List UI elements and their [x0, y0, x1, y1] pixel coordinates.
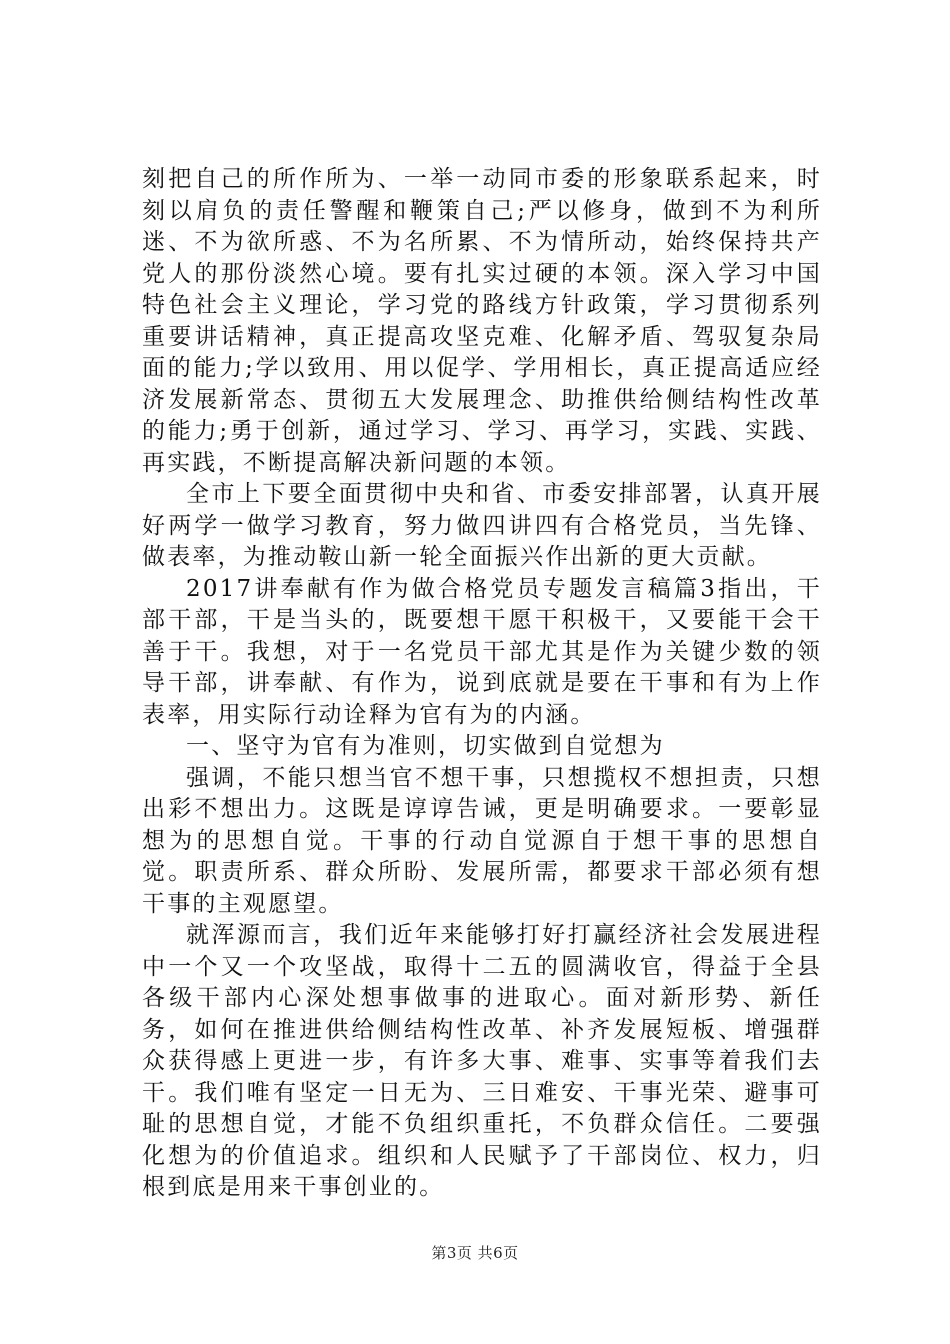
document-body [142, 164, 822, 1204]
paragraph-continuation: 刻把自己的所作所为、一举一动同市委的形象联系起来，时刻以肩负的责任警醒和鞭策自己;严以修身，做到不为利所迷、不为欲所惑、不为名所累、不为情所动，始终保持共产党人的那份淡然心境。要有扎实过硬的本领。深入学习中国特色社会主义理论，学习党的路线方针政策，学习贯彻系列重要讲话精神，真正提高攻坚克难、化解矛盾、驾驭复杂局面的能力;学以致用、用以促学、学用相长，真正提高适应经济发展新常态、贯彻五大发展理念、助推供给侧结构性改革的能力;勇于创新，通过学习、学习、再学习，实践、实践、再实践，不断提高解决新问题的本领。 [142, 166, 822, 476]
paragraph-article-intro: 2017讲奉献有作为做合格党员专题发言稿篇3指出，干部干部，干是当头的，既要想干愿干积极干，又要能干会干善于干。我想，对于一名党员干部尤其是作为关键少数的领导干部，讲奉献、有作为，说到底就是要在干事和有为上作表率，用实际行动诠释为官有为的内涵。 [142, 575, 822, 728]
paragraph-conclusion: 全市上下要全面贯彻中央和省、市委安排部署，认真开展好两学一做学习教育，努力做四讲四有合格党员，当先锋、做表率，为推动鞍山新一轮全面振兴作出新的更大贡献。 [142, 481, 822, 570]
page-number-footer: 第3页 共6页 [431, 1244, 519, 1262]
paragraph-hunyuan: 就浑源而言，我们近年来能够打好打赢经济社会发展进程中一个又一个攻坚战，取得十二五的圆满收官，得益于全县各级干部内心深处想事做事的进取心。面对新形势、新任务，如何在推进供给侧结构性改革、补齐发展短板、增强群众获得感上更进一步，有许多大事、难事、实事等着我们去干。我们唯有坚定一日无为、三日难安、干事光荣、避事可耻的思想自觉，才能不负组织重托，不负群众信任。二要强化想为的价值追求。组织和人民赋予了干部岗位、权力，归根到底是用来干事创业的。 [142, 922, 822, 1200]
paragraph-emphasis: 强调，不能只想当官不想干事，只想揽权不想担责，只想出彩不想出力。这既是谆谆告诫，更是明确要求。一要彰显想为的思想自觉。干事的行动自觉源自于想干事的思想自觉。职责所系、群众所盼、发展所需，都要求干部必须有想干事的主观愿望。 [142, 764, 822, 917]
section-heading: 一、坚守为官有为准则，切实做到自觉想为 [186, 733, 665, 759]
